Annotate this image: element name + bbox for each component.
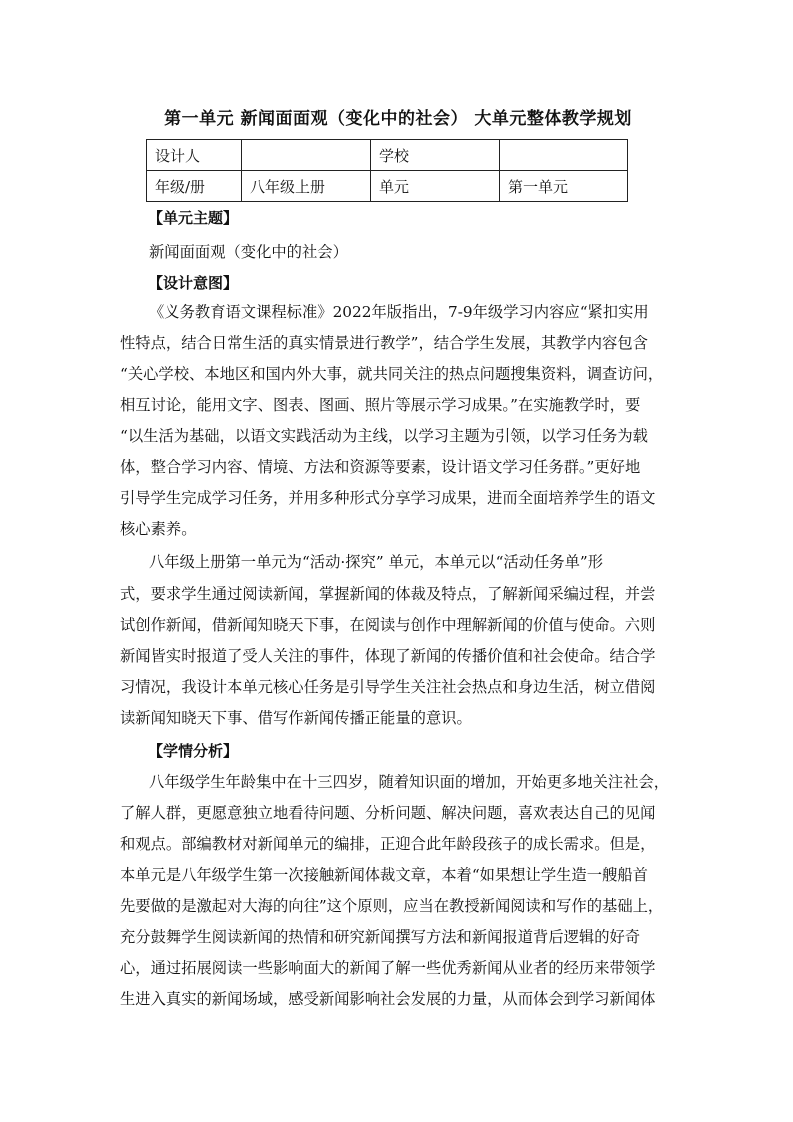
intent-line: 读新闻知晓天下事、借写作新闻传播正能量的意识。 bbox=[120, 709, 472, 727]
school-value bbox=[500, 140, 628, 171]
intent-line: 引导学生完成学习任务，并用多种形式分享学习成果，进而全面培养学生的语文 bbox=[120, 489, 656, 507]
unit-value: 第一单元 bbox=[500, 171, 628, 202]
intent-line: “关心学校、本地区和国内外大事，就共同关注的热点问题搜集资料，调查访问， bbox=[120, 365, 664, 383]
designer-value bbox=[242, 140, 371, 171]
analysis-line: 先要做的是激起对大海的向往”这个原则，应当在教授新闻阅读和写作的基础上， bbox=[120, 897, 664, 915]
unit-label: 单元 bbox=[371, 171, 500, 202]
theme-heading: 【单元主题】 bbox=[148, 209, 239, 227]
analysis-line: 了解人群，更愿意独立地看待问题、分析问题、解决问题，喜欢表达自己的见闻 bbox=[120, 804, 656, 822]
intent-line: “以生活为基础，以语文实践活动为主线，以学习主题为引领，以学习任务为载 bbox=[120, 427, 648, 445]
grade-label: 年级/册 bbox=[147, 171, 242, 202]
intent-line: 新闻皆实时报道了受人关注的事件，体现了新闻的传播价值和社会使命。结合学 bbox=[120, 647, 656, 665]
intent-heading: 【设计意图】 bbox=[148, 274, 239, 292]
grade-value: 八年级上册 bbox=[242, 171, 371, 202]
intent-line: 性特点，结合日常生活的真实情景进行教学”，结合学生发展，其教学内容包含 bbox=[120, 334, 648, 352]
intent-line: 体，整合学习内容、情境、方法和资源等要素，设计语文学习任务群。”更好地 bbox=[120, 458, 641, 476]
analysis-heading: 【学情分析】 bbox=[148, 742, 239, 760]
intent-line: 相互讨论，能用文字、图表、图画、照片等展示学习成果。”在实施教学时，要 bbox=[120, 396, 641, 414]
analysis-line: 本单元是八年级学生第一次接触新闻体裁文章，本着“如果想让学生造一艘船首 bbox=[120, 866, 648, 884]
school-label: 学校 bbox=[371, 140, 500, 171]
document-title: 第一单元 新闻面面观（变化中的社会） 大单元整体教学规划 bbox=[164, 109, 632, 129]
intent-line: 试创作新闻，借新闻知晓天下事，在阅读与创作中理解新闻的价值与使命。六则 bbox=[120, 616, 656, 634]
intent-line: 《义务教育语文课程标准》2022年版指出，7-9年级学习内容应“紧扣实用 bbox=[149, 303, 649, 321]
analysis-line: 心，通过拓展阅读一些影响面大的新闻了解一些优秀新闻从业者的经历来带领学 bbox=[120, 959, 656, 977]
theme-text: 新闻面面观（变化中的社会） bbox=[149, 243, 348, 261]
table-row bbox=[147, 171, 628, 202]
analysis-line: 生进入真实的新闻场域，感受新闻影响社会发展的力量，从而体会到学习新闻体 bbox=[120, 990, 656, 1008]
info-table bbox=[146, 139, 628, 202]
analysis-line: 和观点。部编教材对新闻单元的编排，正迎合此年龄段孩子的成长需求。但是， bbox=[120, 835, 656, 853]
designer-label: 设计人 bbox=[147, 140, 242, 171]
analysis-line: 八年级学生年龄集中在十三四岁，随着知识面的增加，开始更多地关注社会， bbox=[149, 773, 670, 791]
intent-line: 八年级上册第一单元为“活动·探究” 单元，本单元以“活动任务单”形 bbox=[149, 553, 604, 571]
intent-line: 式，要求学生通过阅读新闻，掌握新闻的体裁及特点，了解新闻采编过程，并尝 bbox=[120, 585, 656, 603]
analysis-line: 充分鼓舞学生阅读新闻的热情和研究新闻撰写方法和新闻报道背后逻辑的好奇 bbox=[120, 928, 641, 946]
intent-line: 核心素养。 bbox=[120, 520, 197, 538]
intent-line: 习情况，我设计本单元核心任务是引导学生关注社会热点和身边生活，树立借阅 bbox=[120, 678, 656, 696]
table-row bbox=[147, 140, 628, 171]
